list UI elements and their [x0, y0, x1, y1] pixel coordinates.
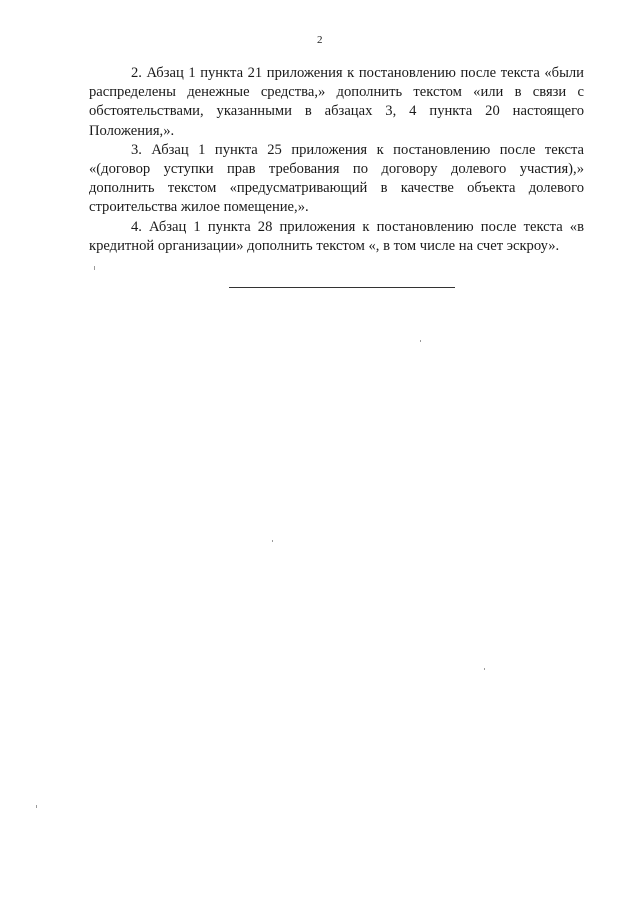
page-number: 2 — [317, 34, 323, 46]
scan-speck — [36, 805, 37, 808]
paragraph-amendment-2: 2. Абзац 1 пункта 21 приложения к постановлению после текста «были распределены денежные средства,» дополнить текстом «или в связи с обстоятельствами, указанными в абзацах 3, 4 пункта 20 настоящего Положения,». — [89, 65, 584, 139]
document-body — [89, 64, 584, 256]
scan-speck — [272, 540, 273, 542]
paragraph-amendment-4: 4. Абзац 1 пункта 28 приложения к постановлению после текста «в кредитной организации» дополнить текстом «, в том числе на счет эскроу». — [89, 218, 584, 254]
scan-speck — [420, 340, 421, 342]
end-separator-line — [229, 287, 455, 288]
scan-speck — [94, 266, 95, 270]
paragraph-amendment-3: 3. Абзац 1 пункта 25 приложения к постановлению после текста «(договор уступки прав требования по договору долевого участия),» дополнить текстом «предусматривающий в качестве объекта долевого строительства жилое помещение,». — [89, 141, 584, 216]
scan-speck — [484, 668, 485, 670]
